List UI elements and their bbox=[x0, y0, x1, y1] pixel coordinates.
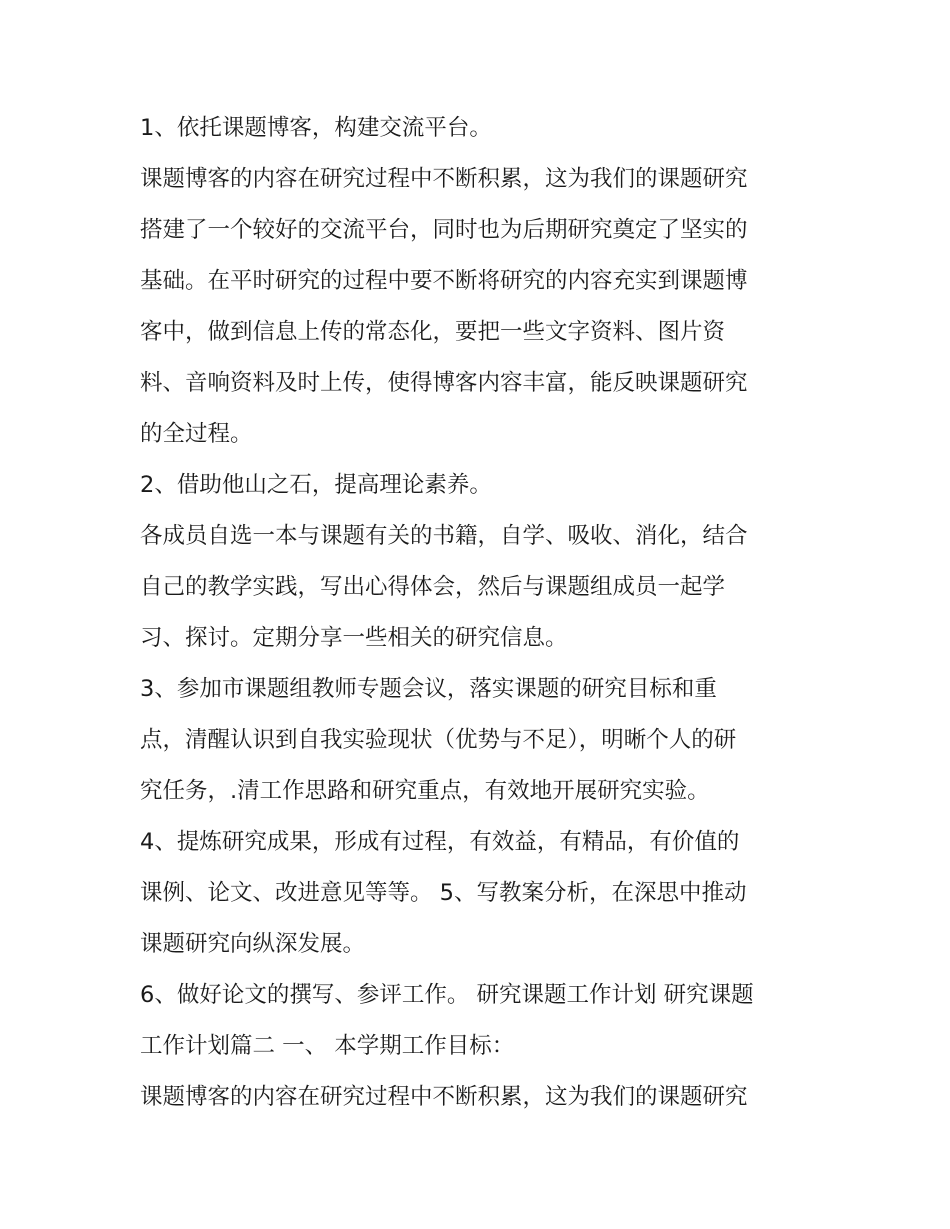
heading-line: 3、参加市课题组教师专题会议，落实课题的研究目标和重 bbox=[140, 676, 717, 702]
paragraph-line: 课题博客的内容在研究过程中不断积累，这为我们的课题研究 bbox=[140, 166, 748, 192]
paragraph-line: 究任务，.清工作思路和研究重点，有效地开展研究实验。 bbox=[140, 778, 710, 804]
paragraph-line: 习、探讨。定期分享一些相关的研究信息。 bbox=[140, 625, 568, 651]
paragraph-line: 课题博客的内容在研究过程中不断积累，这为我们的课题研究 bbox=[140, 1084, 748, 1110]
paragraph-line: 客中，做到信息上传的常态化，要把一些文字资料、图片资 bbox=[140, 319, 726, 345]
paragraph-line: 搭建了一个较好的交流平台，同时也为后期研究奠定了坚实的 bbox=[140, 217, 748, 243]
heading-line: 1、依托课题博客，构建交流平台。 bbox=[140, 115, 492, 141]
heading-line: 4、提炼研究成果，形成有过程，有效益，有精品，有价值的 bbox=[140, 829, 740, 855]
paragraph-line: 课题研究向纵深发展。 bbox=[140, 931, 366, 957]
paragraph-line: 工作计划篇二 一、 本学期工作目标： bbox=[140, 1033, 515, 1059]
paragraph-line: 各成员自选一本与课题有关的书籍，自学、吸收、消化，结合 bbox=[140, 523, 748, 549]
paragraph-line: 料、音响资料及时上传，使得博客内容丰富，能反映课题研究 bbox=[140, 370, 748, 396]
heading-line: 2、借助他山之石，提高理论素养。 bbox=[140, 472, 492, 498]
paragraph-line: 自己的教学实践，写出心得体会，然后与课题组成员一起学 bbox=[140, 574, 726, 600]
paragraph-line: 课例、论文、改进意见等等。 5、写教案分析，在深思中推动 bbox=[140, 880, 747, 906]
paragraph-line: 的全过程。 bbox=[140, 421, 253, 447]
heading-line: 6、做好论文的撰写、参评工作。 研究课题工作计划 研究课题 bbox=[140, 982, 754, 1008]
paragraph-line: 基础。在平时研究的过程中要不断将研究的内容充实到课题博 bbox=[140, 268, 748, 294]
paragraph-line: 点，清醒认识到自我实验现状（优势与不足），明晰个人的研 bbox=[140, 727, 737, 753]
